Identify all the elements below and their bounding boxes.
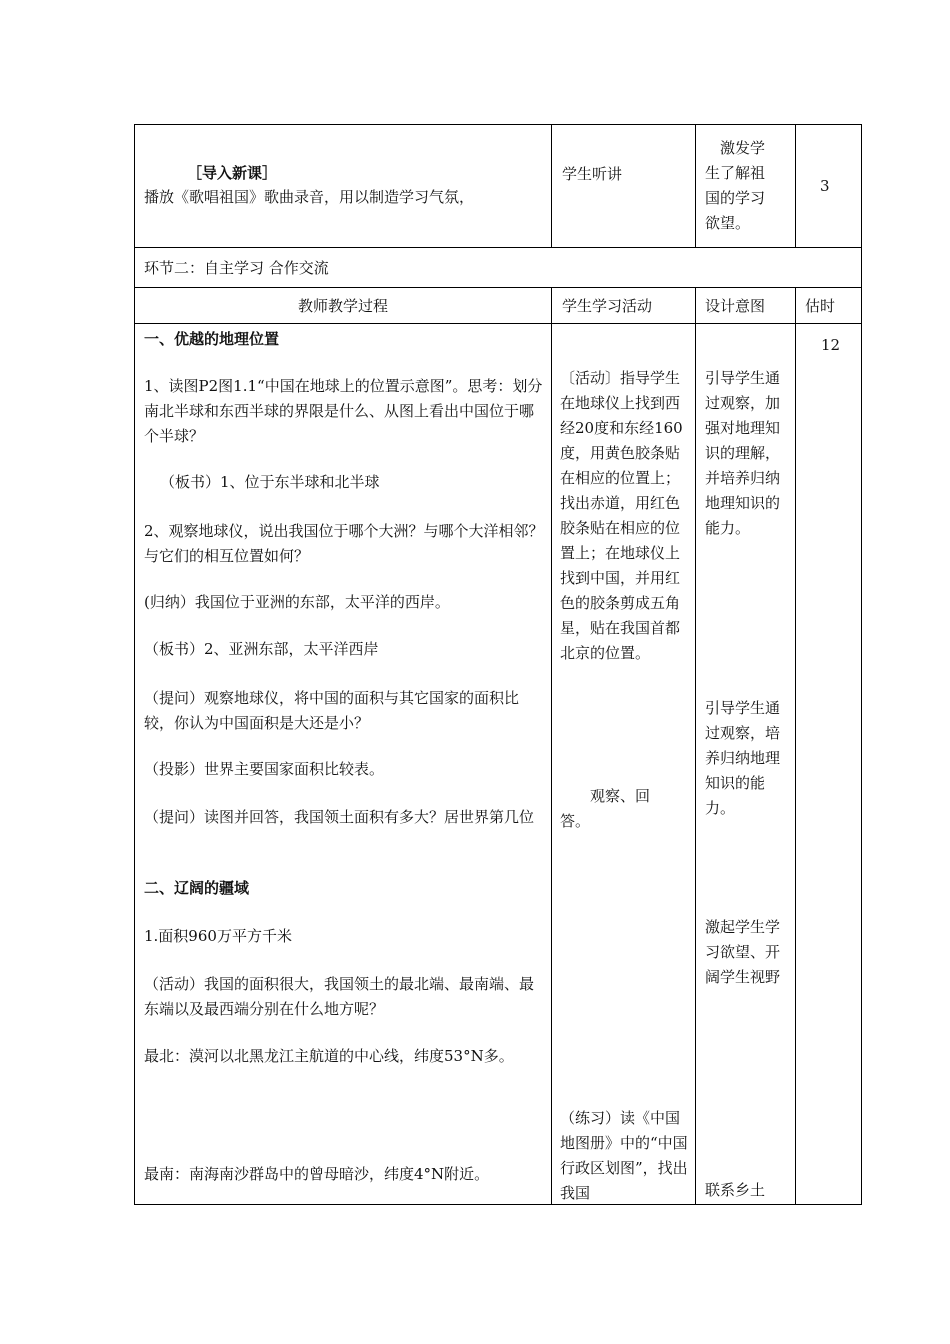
table-rule-section2-bottom bbox=[134, 287, 862, 288]
header-teacher-process: 教师教学过程 bbox=[297, 297, 388, 315]
intro-design-intent: 激发学生了解祖国的学习欲望。 bbox=[705, 139, 766, 232]
teacher-southernmost: 最南：南海南沙群岛中的曾母暗沙，纬度4°N附近。 bbox=[144, 1165, 490, 1183]
table-rule-header-bottom bbox=[134, 323, 862, 324]
column-rule-2 bbox=[695, 124, 696, 248]
intent-summarize: 引导学生通过观察，培养归纳地理知识的能力。 bbox=[705, 699, 781, 817]
column-rule-3b bbox=[795, 287, 796, 1205]
teacher-question-1: （提问）观察地球仪，将中国的面积与其它国家的面积比较，你认为中国面积是大还是小？ bbox=[144, 689, 520, 732]
column-rule-3 bbox=[795, 124, 796, 248]
intent-local: 联系乡土 bbox=[705, 1181, 766, 1199]
table-rule-row1-bottom bbox=[134, 247, 862, 248]
student-globe-activity: 〔活动〕指导学生在地球仪上找到西经20度和东经160度，用黄色胶条贴在相应的位置上；找出赤道，用红色胶条贴在相应的位置上；在地球仪上找到中国，并用红色的胶条剪成五角星，贴在我国首都北京的位置。 bbox=[560, 369, 683, 662]
header-time: 估时 bbox=[805, 297, 836, 315]
heading-location: 一、优越的地理位置 bbox=[144, 330, 280, 348]
intent-motivation: 激起学生学习欲望、开阔学生视野 bbox=[705, 918, 781, 986]
student-observe: 观察、回答。 bbox=[560, 787, 651, 830]
teacher-board-1: （板书）1、位于东半球和北半球 bbox=[160, 473, 380, 491]
section-title: 环节二：自主学习 合作交流 bbox=[144, 259, 329, 277]
teacher-board-2: （板书）2、亚洲东部，太平洋西岸 bbox=[144, 640, 379, 658]
header-student-activity: 学生学习活动 bbox=[562, 297, 653, 315]
column-rule-1b bbox=[551, 287, 552, 1205]
intent-understanding: 引导学生通过观察，加强对地理知识的理解，并培养归纳地理知识的能力。 bbox=[705, 369, 781, 537]
table-border-left bbox=[134, 124, 135, 1205]
intro-time: 3 bbox=[820, 177, 830, 195]
intro-student-activity: 学生听讲 bbox=[562, 165, 623, 183]
column-rule-2b bbox=[695, 287, 696, 1205]
teacher-northernmost: 最北：漠河以北黑龙江主航道的中心线，纬度53°N多。 bbox=[144, 1047, 514, 1065]
intro-content: 播放《歌唱祖国》歌曲录音，用以制造学习气氛， bbox=[144, 188, 475, 206]
table-border-bottom bbox=[134, 1204, 862, 1205]
teacher-summary: (归纳）我国位于亚洲的东部，太平洋的西岸。 bbox=[144, 593, 450, 611]
teacher-area: 1.面积960万平方千米 bbox=[144, 927, 292, 945]
main-time: 12 bbox=[821, 336, 841, 354]
teacher-activity: （活动）我国的面积很大，我国领土的最北端、最南端、最东端以及最西端分别在什么地方呢？ bbox=[144, 975, 535, 1018]
table-border-right bbox=[861, 124, 862, 1205]
intro-title: ［导入新课］ bbox=[187, 164, 278, 182]
student-exercise: （练习）读《中国地图册》中的“中国行政区划图”，找出我国 bbox=[560, 1109, 688, 1202]
table-border-top bbox=[134, 124, 862, 125]
column-rule-1 bbox=[551, 124, 552, 248]
teacher-projection: （投影）世界主要国家面积比较表。 bbox=[144, 760, 385, 778]
heading-territory: 二、辽阔的疆域 bbox=[144, 879, 250, 897]
header-design-intent: 设计意图 bbox=[705, 297, 766, 315]
teacher-question-2: （提问）读图并回答，我国领土面积有多大？居世界第几位 bbox=[144, 808, 535, 826]
teacher-step-1: 1、读图P2图1.1“中国在地球上的位置示意图”。思考：划分南北半球和东西半球的界限是什么、从图上看出中国位于哪个半球？ bbox=[144, 377, 543, 445]
teacher-step-2: 2、观察地球仪，说出我国位于哪个大洲？与哪个大洋相邻？与它们的相互位置如何？ bbox=[144, 522, 544, 565]
